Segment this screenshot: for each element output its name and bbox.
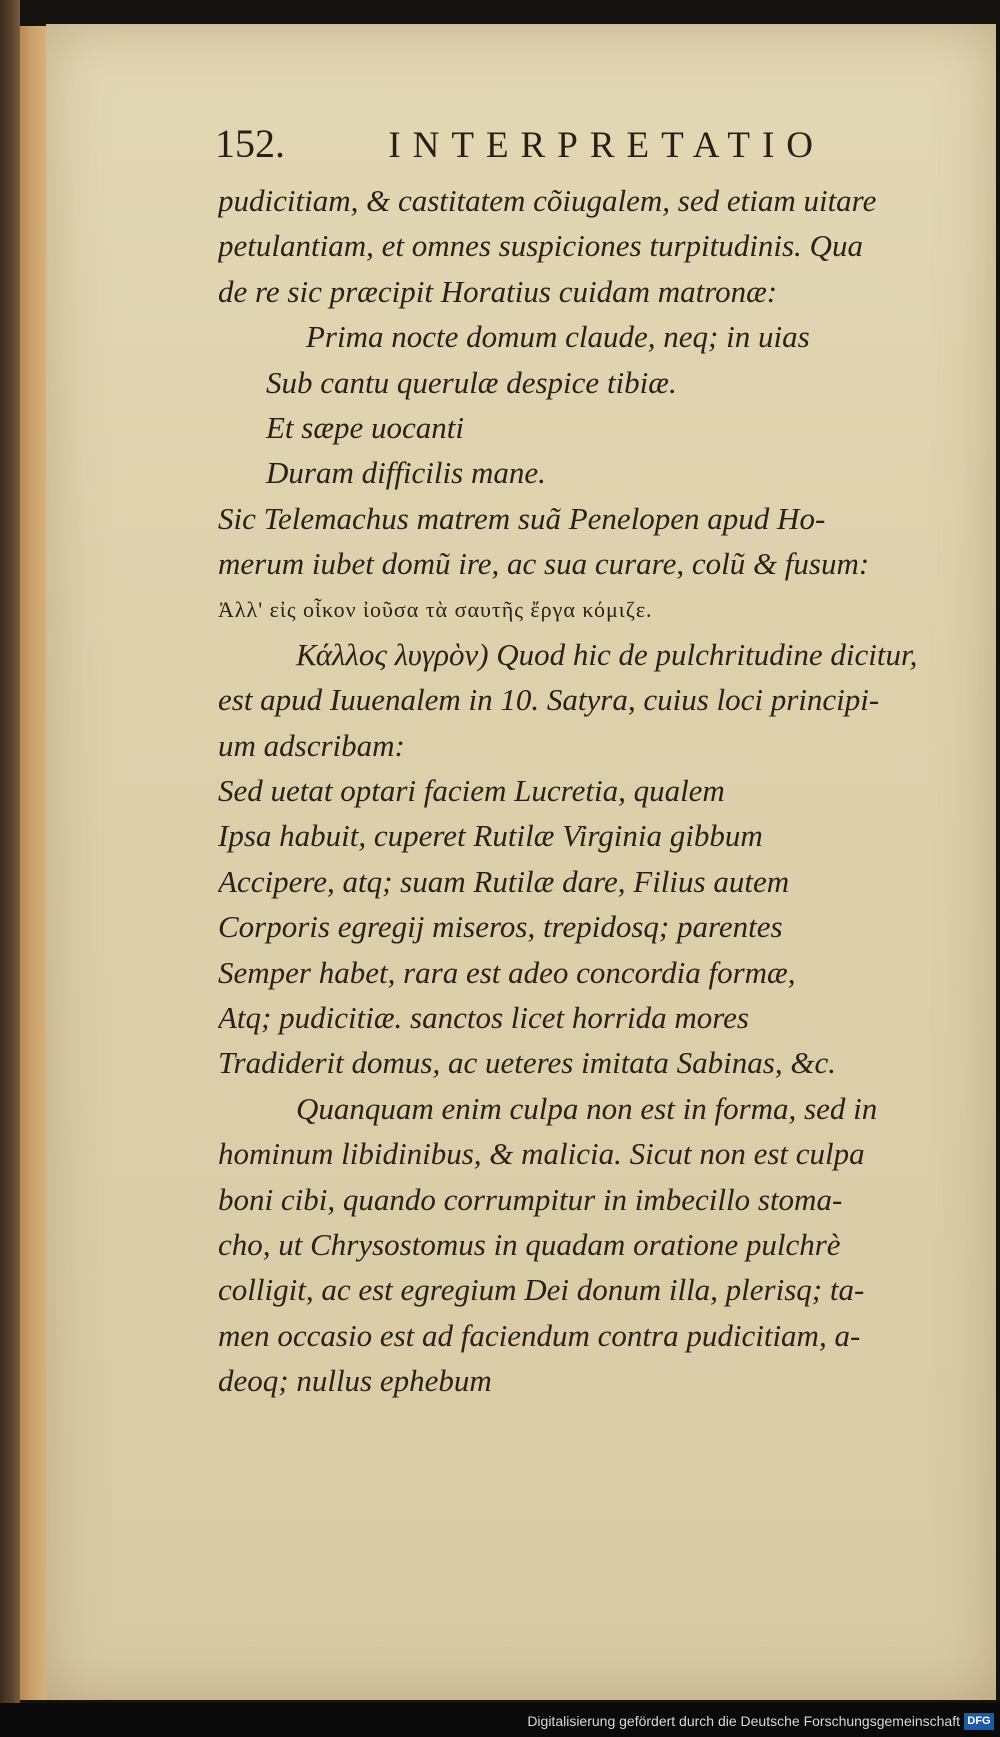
text-line: Atq; pudicitiæ. sanctos licet horrida mores [218,1000,749,1036]
text-line: Accipere, atq; suam Rutilæ dare, Filius autem [218,863,790,899]
text-line: Κάλλος λυγρὸν) Quod hic de pulchritudine dicitur, [296,636,918,672]
text-line: boni cibi, quando corrumpitur in imbecillo stoma- [218,1181,843,1217]
text-line: Semper habet, rara est adeo concordia formæ, [218,954,796,990]
footer-strip [0,1703,1000,1737]
book-spine [0,0,20,1737]
page-edge [20,26,48,1700]
text-line: Duram difficilis mane. [266,455,546,491]
dfg-logo: DFG [964,1713,994,1730]
running-title: INTERPRETATIO [388,125,825,166]
text-line: Corporis egregij miseros, trepidosq; parentes [218,909,783,945]
text-line: Ἀλλ' εἰς οἶκον ἰοῦσα τὰ σαυτῆς ἔργα κόμιζε. [218,596,653,622]
text-line: de re sic præcipit Horatius cuidam matronæ: [218,273,778,309]
text-line: Tradiderit domus, ac ueteres imitata Sabinas, &c. [218,1045,836,1081]
text-line: Et sæpe uocanti [266,409,465,445]
text-line: est apud Iuuenalem in 10. Satyra, cuius loci principi- [218,682,880,718]
text-line: merum iubet domũ ire, ac sua curare, colũ & fusum: [218,546,870,582]
text-line: Quanquam enim culpa non est in forma, sed in [296,1090,878,1126]
text-line: Ipsa habuit, cuperet Rutilæ Virginia gibbum [218,818,763,854]
text-line: deoq; nullus ephebum [218,1363,492,1399]
digitization-credit: Digitalisierung gefördert durch die Deutsche Forschungsgemeinschaft [527,1713,960,1729]
text-line: hominum libidinibus, & malicia. Sicut non est culpa [218,1136,865,1172]
text-line: pudicitiam, & castitatem cõiugalem, sed etiam uitare [218,183,877,218]
text-line: men occasio est ad faciendum contra pudicitiam, a- [218,1317,861,1353]
text-line: Sed uetat optari faciem Lucretia, qualem [218,773,725,809]
page-number: 152. [215,121,285,166]
text-line: Sub cantu querulæ despice tibiæ. [266,364,677,400]
text-line: petulantiam, et omnes suspiciones turpitudinis. Qua [218,228,863,264]
running-head [215,120,825,176]
text-line: Sic Telemachus matrem suã Penelopen apud Ho- [218,500,826,536]
text-line: Prima nocte domum claude, neq; in uias [306,319,810,355]
text-line: um adscribam: [218,727,405,763]
text-line: colligit, ac est egregium Dei donum illa, plerisq; ta- [218,1272,865,1308]
text-line: cho, ut Chrysostomus in quadam oratione pulchrè [218,1226,841,1262]
body-text [218,178,958,1404]
